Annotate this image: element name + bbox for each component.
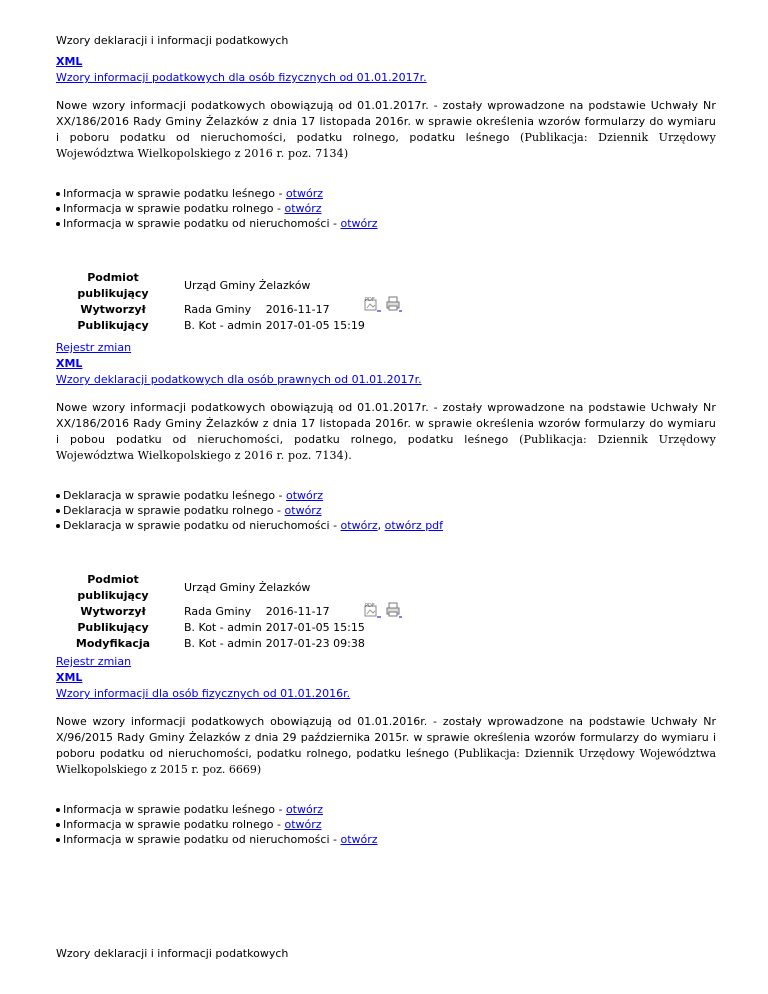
action-icons bbox=[364, 296, 403, 312]
published-label: Publikujący bbox=[77, 319, 149, 332]
created-date: 2016-11-17 bbox=[265, 605, 330, 618]
description: Nowe wzory informacji podatkowych obowiązują od 01.01.2016r. - zostały wprowadzone na podstawie Uchwały Nr X/96/2015 Rady Gminy Żelazków z dnia 29 października 2015r. w sprawie określenia wzorów formularzy do wymiaru i poboru podatku od nieruchomości, podatku rolnego, podatku leśnego (Publikacja: Dziennik Urzędowy Województwa Wielkopolskiego z 2015 r. poz. 6669) bbox=[56, 715, 717, 776]
list-item: Informacja w sprawie podatku od nieruchomości - otwórz bbox=[56, 216, 716, 231]
svg-text:PDF: PDF bbox=[365, 603, 375, 609]
open-link[interactable]: otwórz bbox=[286, 489, 324, 502]
pdf-icon[interactable] bbox=[364, 602, 382, 618]
published-by: B. Kot - admin bbox=[184, 621, 262, 634]
list-item: Informacja w sprawie podatku leśnego - otwórz bbox=[56, 802, 716, 817]
page-title: Wzory deklaracji i informacji podatkowych bbox=[56, 34, 289, 47]
open-link[interactable]: otwórz bbox=[284, 504, 322, 517]
open-link[interactable]: otwórz bbox=[284, 202, 322, 215]
document-title-link[interactable]: Wzory informacji dla osób fizycznych od 01.01.2016r. bbox=[56, 687, 351, 700]
created-date: 2016-11-17 bbox=[265, 303, 330, 316]
list-item: Deklaracja w sprawie podatku rolnego - otwórz bbox=[56, 503, 716, 518]
created-label: Wytworzył bbox=[80, 303, 146, 316]
xml-link[interactable]: XML bbox=[56, 671, 83, 684]
pdf-icon[interactable] bbox=[364, 296, 382, 312]
print-icon[interactable] bbox=[385, 602, 403, 618]
list-item: Deklaracja w sprawie podatku leśnego - otwórz bbox=[56, 488, 716, 503]
created-label: Wytworzył bbox=[80, 605, 146, 618]
file-list bbox=[56, 488, 716, 533]
description: Nowe wzory informacji podatkowych obowiązują od 01.01.2017r. - zostały wprowadzone na podstawie Uchwały Nr XX/186/2016 Rady Gminy Żelazków z dnia 17 listopada 2016r. w sprawie określenia wzorów formularzy do wymiaru i pobou podatku od nieruchomości, podatku rolnego, podatku leśnego (Publikacja: Dziennik Urzędowy Województwa Wielkopolskiego z 2016 r. poz. 7134). bbox=[56, 401, 717, 462]
publisher-label: Podmiot publikujący bbox=[77, 573, 149, 602]
created-by: Rada Gminy bbox=[184, 605, 252, 618]
changes-register-link[interactable]: Rejestr zmian bbox=[56, 341, 132, 354]
document-title-link[interactable]: Wzory informacji podatkowych dla osób fizycznych od 01.01.2017r. bbox=[56, 71, 427, 84]
list-item: Informacja w sprawie podatku leśnego - otwórz bbox=[56, 186, 716, 201]
svg-text:PDF: PDF bbox=[365, 297, 375, 303]
xml-link[interactable]: XML bbox=[56, 357, 83, 370]
list-item: Informacja w sprawie podatku rolnego - otwórz bbox=[56, 201, 716, 216]
description: Nowe wzory informacji podatkowych obowiązują od 01.01.2017r. - zostały wprowadzone na podstawie Uchwały Nr XX/186/2016 Rady Gminy Żelazków z dnia 17 listopada 2016r. w sprawie określenia wzorów formularzy do wymiaru i poboru podatku od nieruchomości, podatku rolnego, podatku leśnego (Publikacja: Dziennik Urzędowy Województwa Wielkopolskiego z 2016 r. poz. 7134) bbox=[56, 99, 716, 160]
open-link[interactable]: otwórz bbox=[340, 519, 378, 532]
created-by: Rada Gminy bbox=[184, 303, 252, 316]
modified-label: Modyfikacja bbox=[75, 637, 151, 650]
publisher-value: Urząd Gminy Żelazków bbox=[184, 279, 311, 292]
xml-link[interactable]: XML bbox=[56, 55, 83, 68]
publisher-label: Podmiot publikujący bbox=[77, 271, 149, 300]
list-item: Deklaracja w sprawie podatku od nieruchomości - otwórz, otwórz pdf bbox=[56, 518, 716, 533]
document-title-link[interactable]: Wzory deklaracji podatkowych dla osób prawnych od 01.01.2017r. bbox=[56, 373, 422, 386]
footer-title: Wzory deklaracji i informacji podatkowych bbox=[56, 947, 289, 960]
open-link[interactable]: otwórz bbox=[340, 217, 378, 230]
modified-date: 2017-01-23 09:38 bbox=[265, 637, 365, 650]
metadata-table bbox=[56, 572, 367, 652]
changes-register-link[interactable]: Rejestr zmian bbox=[56, 655, 132, 668]
open-link[interactable]: otwórz bbox=[284, 818, 322, 831]
metadata-table bbox=[56, 270, 367, 334]
section-3 bbox=[56, 654, 716, 778]
published-date: 2017-01-05 15:19 bbox=[265, 319, 365, 332]
section-2 bbox=[56, 340, 716, 464]
list-item: Informacja w sprawie podatku od nieruchomości - otwórz bbox=[56, 832, 716, 847]
file-list bbox=[56, 186, 716, 231]
file-list bbox=[56, 802, 716, 847]
open-link[interactable]: otwórz bbox=[285, 803, 324, 816]
published-by: B. Kot - admin bbox=[184, 319, 262, 332]
action-icons bbox=[364, 602, 403, 618]
open-pdf-link[interactable]: otwórz pdf bbox=[384, 519, 444, 532]
modified-by: B. Kot - admin bbox=[184, 637, 262, 650]
print-icon[interactable] bbox=[385, 296, 403, 312]
open-link[interactable]: otwórz bbox=[340, 833, 378, 846]
list-item: Informacja w sprawie podatku rolnego - otwórz bbox=[56, 817, 716, 832]
section-1 bbox=[56, 54, 716, 162]
open-link[interactable]: otwórz bbox=[285, 187, 324, 200]
published-date: 2017-01-05 15:15 bbox=[265, 621, 365, 634]
published-label: Publikujący bbox=[77, 621, 149, 634]
publisher-value: Urząd Gminy Żelazków bbox=[184, 581, 311, 594]
